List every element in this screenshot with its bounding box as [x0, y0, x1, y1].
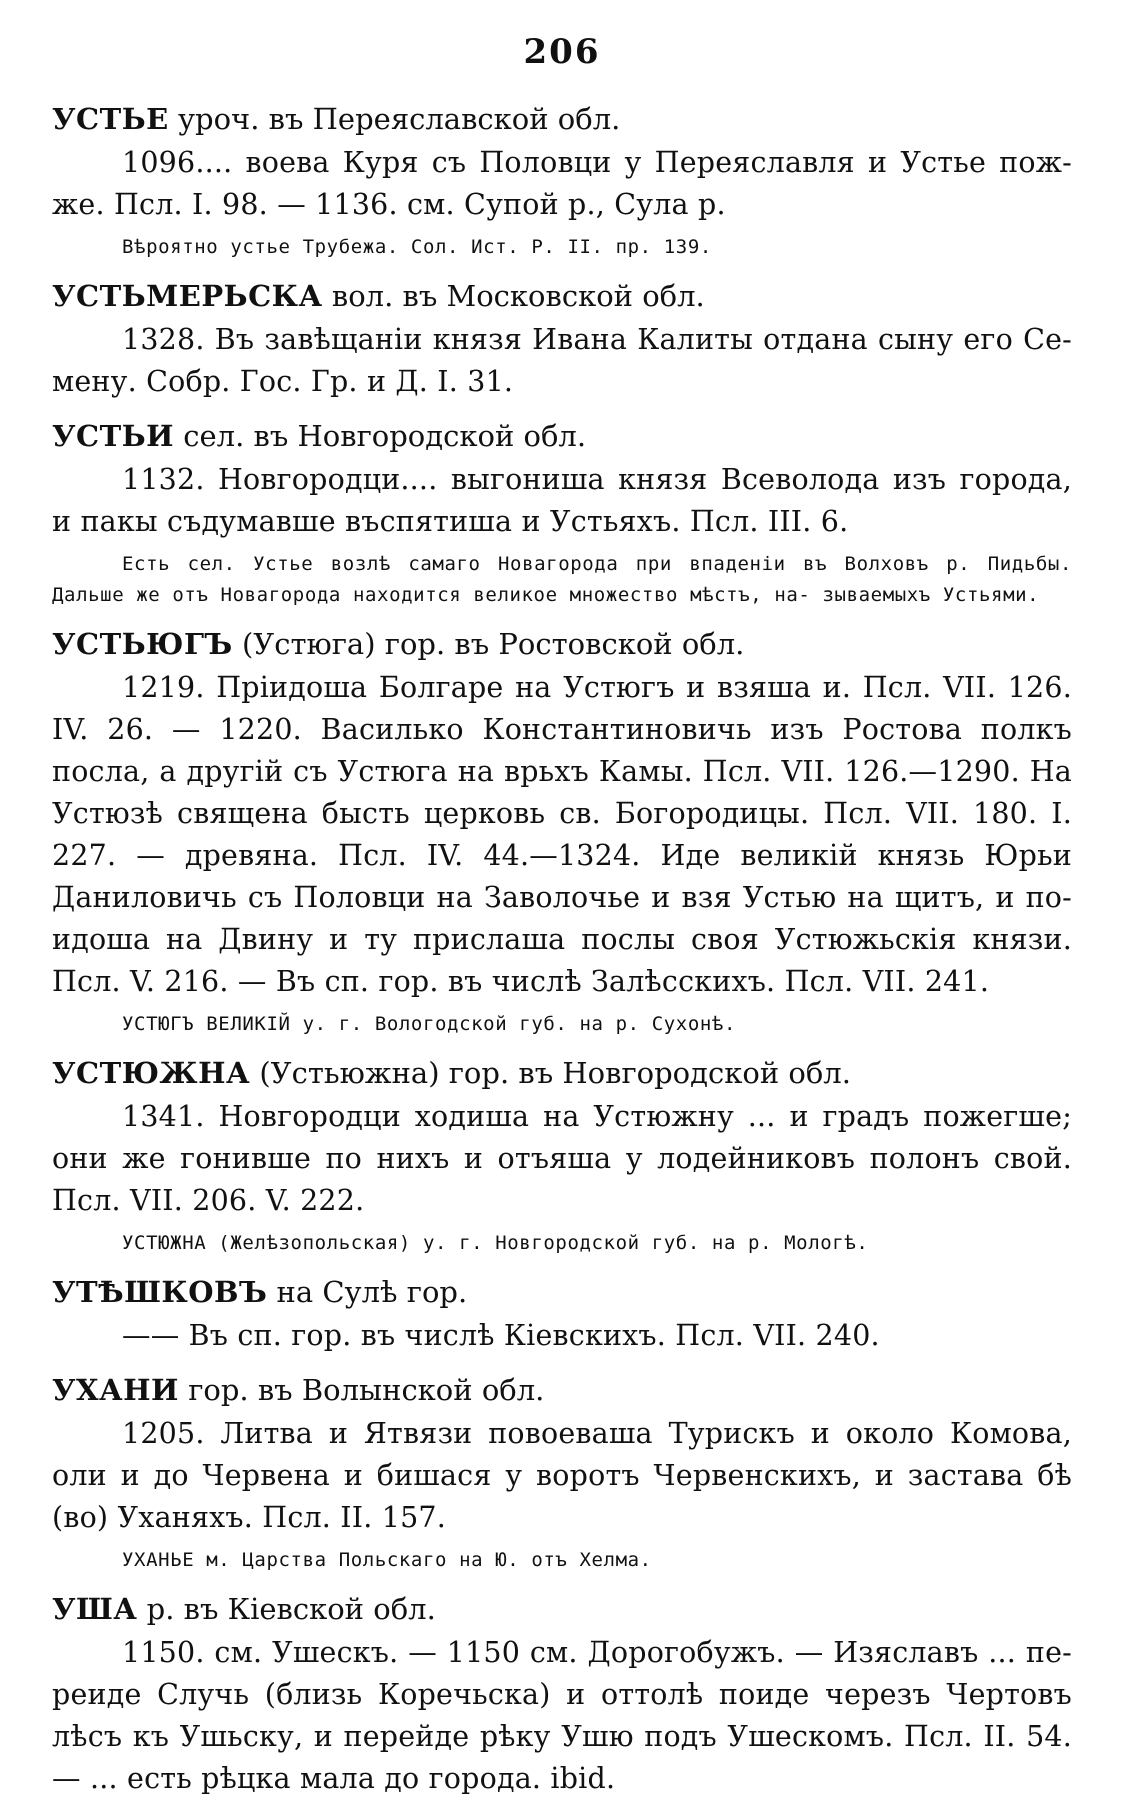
- entry-ukhani: [52, 1369, 1072, 1576]
- entry-heading: [52, 98, 1072, 140]
- entry-text: 1219. Пріидоша Болгаре на Устюгъ и взяша и. Псл. VII. 126. IV. 26. — 1220. Василько Константиновичь изъ Ростова полкъ посла, а другій съ Устюга на врьхъ Камы. Псл. VII. 126.—1290. На Устюзѣ священа бысть церковь св. Богородицы. Псл. VII. 180. I. 227. — древяна. Псл. IV. 44.—1324. Иде великій князь Юрьи Даниловичь съ Половци на Заволочье и взя Устью на щитъ, и по- идоша на Двину и ту прислаша послы своя Устюжьскія князи. Псл. V. 216. — Въ сп. гор. въ числѣ Залѣсскихъ. Псл. VII. 241.: [52, 671, 1072, 998]
- entry-text: 1341. Новгородци ходиша на Устюжну ... и градъ пожегше; они же гонивше по нихъ и отъяша у лодейниковъ полонъ свой. Псл. VII. 206. V. 222.: [52, 1100, 1072, 1217]
- page-number: 206: [523, 32, 601, 72]
- entry-text: 1132. Новгородци.... выгониша князя Всеволода изъ города, и пакы съдумавше въспятиша и Устьяхъ. Псл. III. 6.: [52, 463, 1072, 538]
- entry-heading: [52, 1271, 1072, 1313]
- entry-ustyuzhna: [52, 1052, 1072, 1259]
- entry-heading: [52, 1052, 1072, 1094]
- entry-uteshkov: [52, 1271, 1072, 1357]
- entry-name: УСТЬИ: [52, 419, 175, 453]
- entry-heading: [52, 415, 1072, 457]
- entry-qualifier: на Сулѣ гор.: [276, 1275, 468, 1309]
- entry-heading: [52, 1588, 1072, 1630]
- entry-note: Есть сел. Устье возлѣ самаго Новагорода при впаденіи въ Волховъ р. Пидьбы. Дальше же отъ Новагорода находится великое множество мѣстъ, на- зываемыхъ Устьями.: [52, 553, 1072, 606]
- entry-name: УСТЬЕ: [52, 102, 169, 136]
- entry-ustyug: [52, 623, 1072, 1040]
- entry-qualifier: гор. въ Волынской обл.: [188, 1373, 545, 1407]
- entry-name: УСТЬЮГЪ: [52, 627, 233, 661]
- entry-text: 1150. см. Ушескъ. — 1150 см. Дорогобужъ. — Изяславъ ... пе- реиде Случь (близь Коречьска) и оттолѣ поиде черезъ Чертовъ лѣсъ къ Ушьску, и перейде рѣку Ушю подъ Ушескомъ. Псл. II. 54. — ... есть рѣцка мала до города. ibid.: [52, 1636, 1072, 1795]
- entry-usha: [52, 1588, 1072, 1800]
- entry-text: 1328. Въ завѣщаніи князя Ивана Калиты отдана сыну его Се- мену. Собр. Гос. Гр. и Д. I. 31.: [52, 323, 1072, 398]
- entry-heading: [52, 275, 1072, 317]
- entry-name: УТѢШКОВЪ: [52, 1275, 268, 1309]
- entry-qualifier: (Устьюжна) гор. въ Новгородской обл.: [259, 1056, 851, 1090]
- entry-qualifier: сел. въ Новгородской обл.: [183, 419, 587, 453]
- entry-qualifier: уроч. въ Переяславской обл.: [177, 102, 621, 136]
- entry-heading: [52, 1369, 1072, 1411]
- entry-name: УСТЬМЕРЬСКА: [52, 279, 323, 313]
- entry-name: УСТЮЖНА: [52, 1056, 251, 1090]
- entry-ustmerska: [52, 275, 1072, 403]
- entry-text: —— Въ сп. гор. въ числѣ Кіевскихъ. Псл. VII. 240.: [122, 1319, 880, 1352]
- entry-qualifier: р. въ Кіевской обл.: [146, 1592, 436, 1626]
- entry-note: УХАНЬЕ м. Царства Польскаго на Ю. отъ Хелма.: [122, 1549, 652, 1571]
- entry-note: УСТЮЖНА (Желѣзопольская) у. г. Новгородской губ. на р. Мологѣ.: [122, 1232, 869, 1254]
- entry-qualifier: вол. въ Московской обл.: [331, 279, 705, 313]
- entry-text: 1205. Литва и Ятвязи повоеваша Турискъ и около Комова, оли и до Червена и бишася у воротъ Червенскихъ, и застава бѣ (во) Уханяхъ. Псл. II. 157.: [52, 1417, 1072, 1534]
- entry-heading: [52, 623, 1072, 665]
- entry-usti: [52, 415, 1072, 611]
- entry-qualifier: (Устюга) гор. въ Ростовской обл.: [241, 627, 745, 661]
- entry-note: Вѣроятно устье Трубежа. Сол. Ист. Р. II. пр. 139.: [122, 236, 712, 258]
- entry-note: УСТЮГЪ ВЕЛИКІЙ у. г. Вологодской губ. на р. Сухонѣ.: [122, 1013, 736, 1035]
- entry-name: УХАНИ: [52, 1373, 179, 1407]
- entry-name: УША: [52, 1592, 138, 1626]
- entry-text: 1096.... воева Куря съ Половци у Переяславля и Устье пож- же. Псл. I. 98. — 1136. см. Супой р., Сула р.: [52, 146, 1072, 221]
- entry-uste: [52, 98, 1072, 263]
